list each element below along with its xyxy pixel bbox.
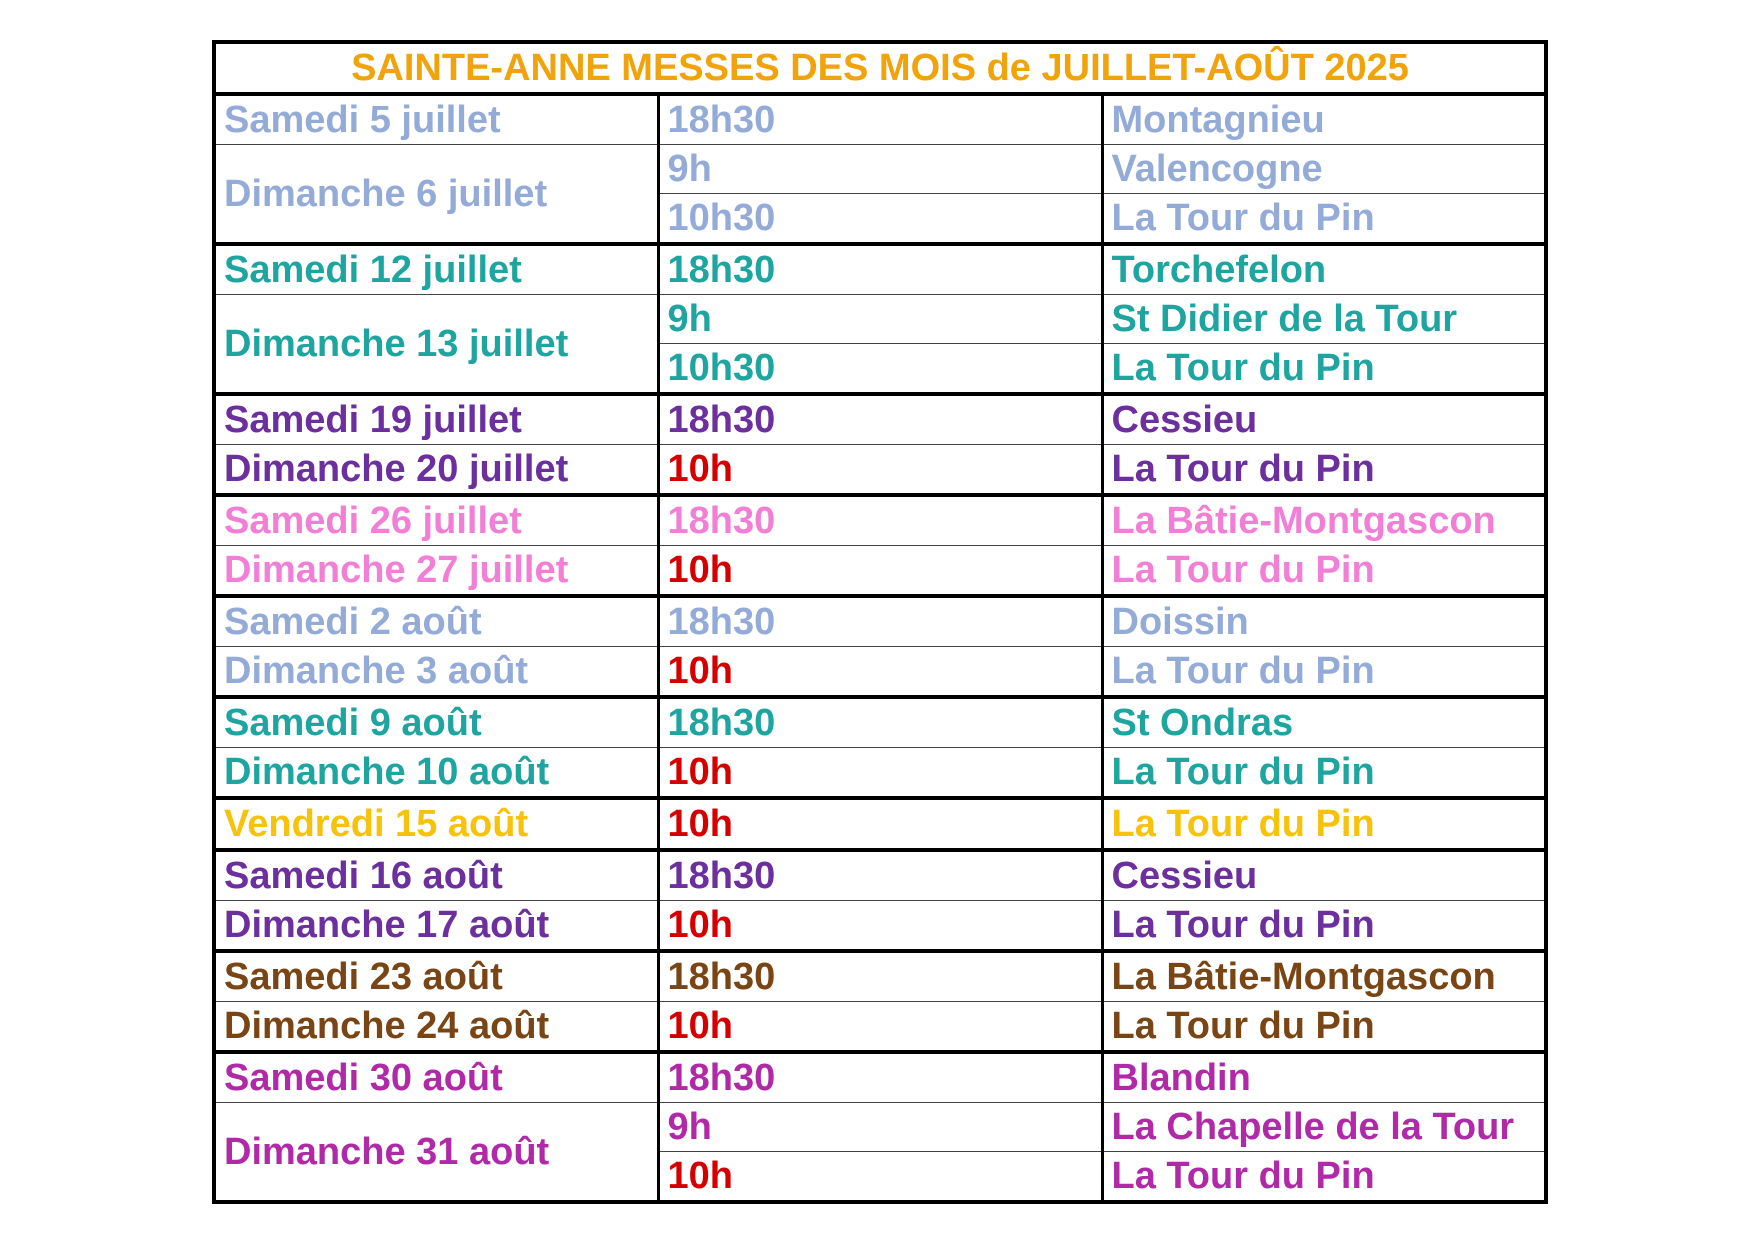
time-cell: 10h — [658, 901, 1102, 952]
time-cell: 18h30 — [658, 596, 1102, 647]
day-cell: Samedi 23 août — [214, 951, 658, 1002]
time-cell: 10h — [658, 798, 1102, 850]
place-cell: Cessieu — [1102, 394, 1546, 445]
time-cell: 9h — [658, 1103, 1102, 1152]
schedule-row — [214, 697, 1546, 748]
day-cell: Samedi 19 juillet — [214, 394, 658, 445]
place-cell: La Bâtie-Montgascon — [1102, 951, 1546, 1002]
place-cell: La Tour du Pin — [1102, 901, 1546, 952]
day-cell: Samedi 5 juillet — [214, 94, 658, 145]
place-cell: La Bâtie-Montgascon — [1102, 495, 1546, 546]
place-cell: St Ondras — [1102, 697, 1546, 748]
day-cell: Dimanche 20 juillet — [214, 445, 658, 496]
place-cell: Cessieu — [1102, 850, 1546, 901]
time-cell: 18h30 — [658, 850, 1102, 901]
time-cell: 18h30 — [658, 394, 1102, 445]
day-cell: Dimanche 17 août — [214, 901, 658, 952]
place-cell: La Tour du Pin — [1102, 1002, 1546, 1053]
time-cell: 18h30 — [658, 697, 1102, 748]
time-cell: 18h30 — [658, 495, 1102, 546]
place-cell: Doissin — [1102, 596, 1546, 647]
place-cell: La Tour du Pin — [1102, 194, 1546, 245]
place-cell: Blandin — [1102, 1052, 1546, 1103]
day-cell: Samedi 12 juillet — [214, 244, 658, 295]
schedule-title: SAINTE-ANNE MESSES DES MOIS de JUILLET-AOÛT 2025 — [214, 42, 1546, 94]
place-cell: La Chapelle de la Tour — [1102, 1103, 1546, 1152]
schedule-row — [214, 748, 1546, 799]
time-cell: 10h — [658, 445, 1102, 496]
place-cell: La Tour du Pin — [1102, 445, 1546, 496]
day-cell: Samedi 30 août — [214, 1052, 658, 1103]
time-cell: 9h — [658, 145, 1102, 194]
schedule-row — [214, 1052, 1546, 1103]
day-cell: Samedi 16 août — [214, 850, 658, 901]
day-cell: Dimanche 24 août — [214, 1002, 658, 1053]
schedule-row — [214, 145, 1546, 194]
schedule-row — [214, 647, 1546, 698]
time-cell: 18h30 — [658, 94, 1102, 145]
time-cell: 10h — [658, 647, 1102, 698]
day-cell: Vendredi 15 août — [214, 798, 658, 850]
time-cell: 10h — [658, 1002, 1102, 1053]
day-cell: Samedi 9 août — [214, 697, 658, 748]
schedule-row — [214, 244, 1546, 295]
day-cell: Dimanche 31 août — [214, 1103, 658, 1203]
time-cell: 10h — [658, 546, 1102, 597]
place-cell: Valencogne — [1102, 145, 1546, 194]
schedule-row — [214, 546, 1546, 597]
place-cell: La Tour du Pin — [1102, 647, 1546, 698]
time-cell: 18h30 — [658, 1052, 1102, 1103]
place-cell: La Tour du Pin — [1102, 344, 1546, 395]
day-cell: Dimanche 13 juillet — [214, 295, 658, 395]
schedule-row — [214, 1103, 1546, 1152]
place-cell: La Tour du Pin — [1102, 798, 1546, 850]
time-cell: 10h — [658, 1152, 1102, 1203]
time-cell: 9h — [658, 295, 1102, 344]
place-cell: St Didier de la Tour — [1102, 295, 1546, 344]
time-cell: 10h — [658, 748, 1102, 799]
schedule-row — [214, 445, 1546, 496]
schedule-row — [214, 94, 1546, 145]
day-cell: Dimanche 3 août — [214, 647, 658, 698]
day-cell: Dimanche 10 août — [214, 748, 658, 799]
time-cell: 18h30 — [658, 951, 1102, 1002]
schedule-row — [214, 901, 1546, 952]
schedule-row — [214, 1002, 1546, 1053]
day-cell: Dimanche 27 juillet — [214, 546, 658, 597]
schedule-body — [214, 42, 1546, 1202]
schedule-row — [214, 596, 1546, 647]
day-cell: Samedi 2 août — [214, 596, 658, 647]
schedule-row — [214, 951, 1546, 1002]
time-cell: 10h30 — [658, 344, 1102, 395]
schedule-row — [214, 394, 1546, 445]
place-cell: Torchefelon — [1102, 244, 1546, 295]
day-cell: Samedi 26 juillet — [214, 495, 658, 546]
schedule-sheet — [212, 40, 1548, 1204]
time-cell: 18h30 — [658, 244, 1102, 295]
mass-schedule-table — [212, 40, 1548, 1204]
day-cell: Dimanche 6 juillet — [214, 145, 658, 245]
place-cell: La Tour du Pin — [1102, 748, 1546, 799]
schedule-row — [214, 850, 1546, 901]
place-cell: Montagnieu — [1102, 94, 1546, 145]
schedule-row — [214, 295, 1546, 344]
time-cell: 10h30 — [658, 194, 1102, 245]
schedule-row — [214, 798, 1546, 850]
title-row — [214, 42, 1546, 94]
place-cell: La Tour du Pin — [1102, 546, 1546, 597]
place-cell: La Tour du Pin — [1102, 1152, 1546, 1203]
schedule-row — [214, 495, 1546, 546]
